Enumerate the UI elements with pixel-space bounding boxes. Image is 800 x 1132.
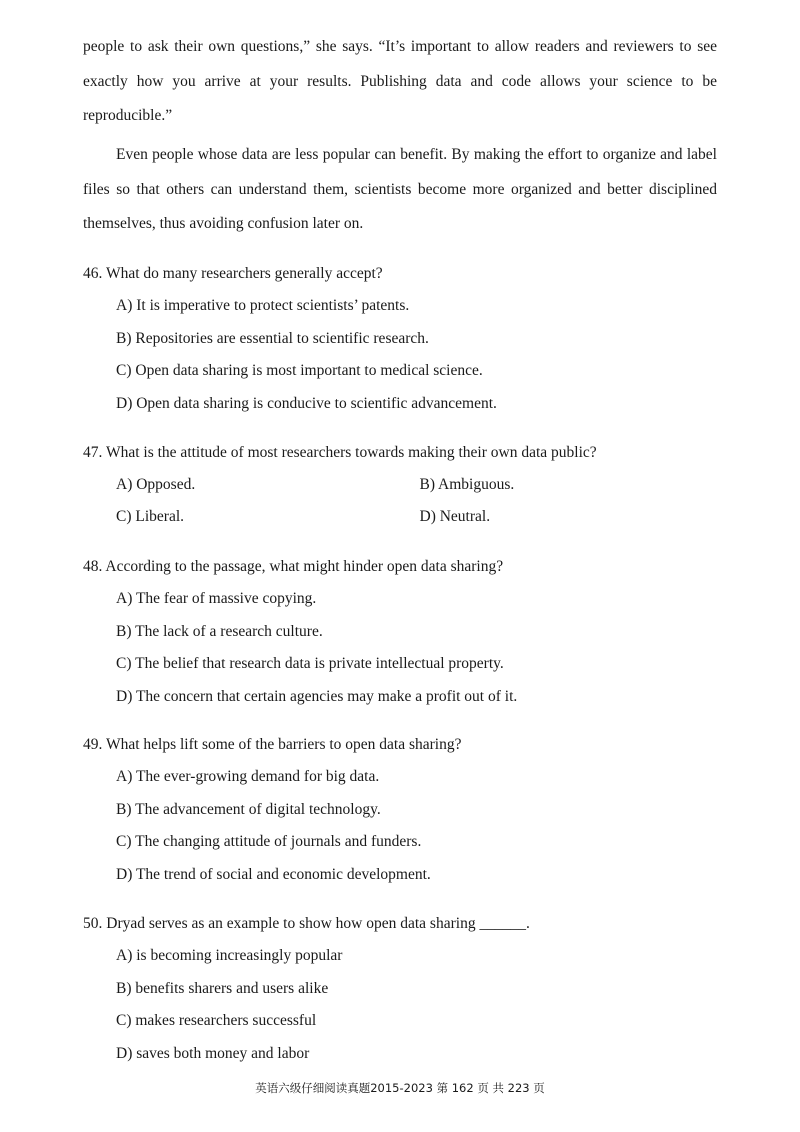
question-stem: 50. Dryad serves as an example to show how open data sharing ______. — [83, 915, 530, 932]
option-a: A) The ever-growing demand for big data. — [116, 768, 380, 785]
question-49 — [83, 729, 723, 891]
option-d: D) Open data sharing is conducive to scientific advancement. — [116, 394, 497, 412]
option-b: B) Ambiguous. — [419, 476, 515, 493]
option-a: A) Opposed. — [116, 476, 196, 493]
option-a: A) The fear of massive copying. — [116, 590, 317, 607]
option-b: B) Repositories are essential to scientific research. — [116, 329, 429, 347]
question-stem: 46. What do many researchers generally accept? — [83, 265, 383, 282]
option-d: D) The trend of social and economic development. — [116, 865, 431, 883]
passage-paragraph: people to ask their own questions,” she says. “It’s important to allow readers and reviewers to see exactly how you arrive at your results. Publishing data and code allows your science to be reproducible.” — [83, 38, 717, 124]
option-a: A) It is imperative to protect scientists’ patents. — [116, 297, 410, 314]
option-b: B) The lack of a research culture. — [116, 622, 323, 640]
option-b: B) benefits sharers and users alike — [116, 979, 329, 997]
question-stem: 49. What helps lift some of the barriers to open data sharing? — [83, 736, 462, 753]
option-c: C) makes researchers successful — [116, 1012, 317, 1029]
option-row — [83, 469, 723, 501]
option-a: A) is becoming increasingly popular — [116, 947, 343, 964]
question-stem: 47. What is the attitude of most researchers towards making their own data public? — [83, 444, 597, 461]
option-row — [83, 501, 723, 533]
page-footer: 英语六级仔细阅读真题2015-2023 第 162 页 共 223 页 — [255, 1081, 545, 1095]
option-c: C) The belief that research data is private intellectual property. — [116, 655, 504, 672]
question-48 — [83, 551, 723, 713]
option-d: D) saves both money and labor — [116, 1044, 310, 1062]
question-47 — [83, 437, 723, 533]
option-d: D) The concern that certain agencies may make a profit out of it. — [116, 687, 518, 705]
question-stem: 48. According to the passage, what might hinder open data sharing? — [83, 558, 504, 575]
option-c: C) The changing attitude of journals and funders. — [116, 833, 422, 850]
question-46 — [83, 258, 723, 420]
option-d: D) Neutral. — [419, 508, 491, 525]
passage-paragraph: Even people whose data are less popular can benefit. By making the effort to organize and label files so that others can understand them, scientists become more organized and better disciplined themselves, thus avoiding confusion later on. — [83, 146, 717, 232]
question-50 — [83, 908, 723, 1070]
option-b: B) The advancement of digital technology. — [116, 800, 381, 818]
option-c: C) Liberal. — [116, 508, 185, 525]
option-c: C) Open data sharing is most important to medical science. — [116, 362, 483, 379]
